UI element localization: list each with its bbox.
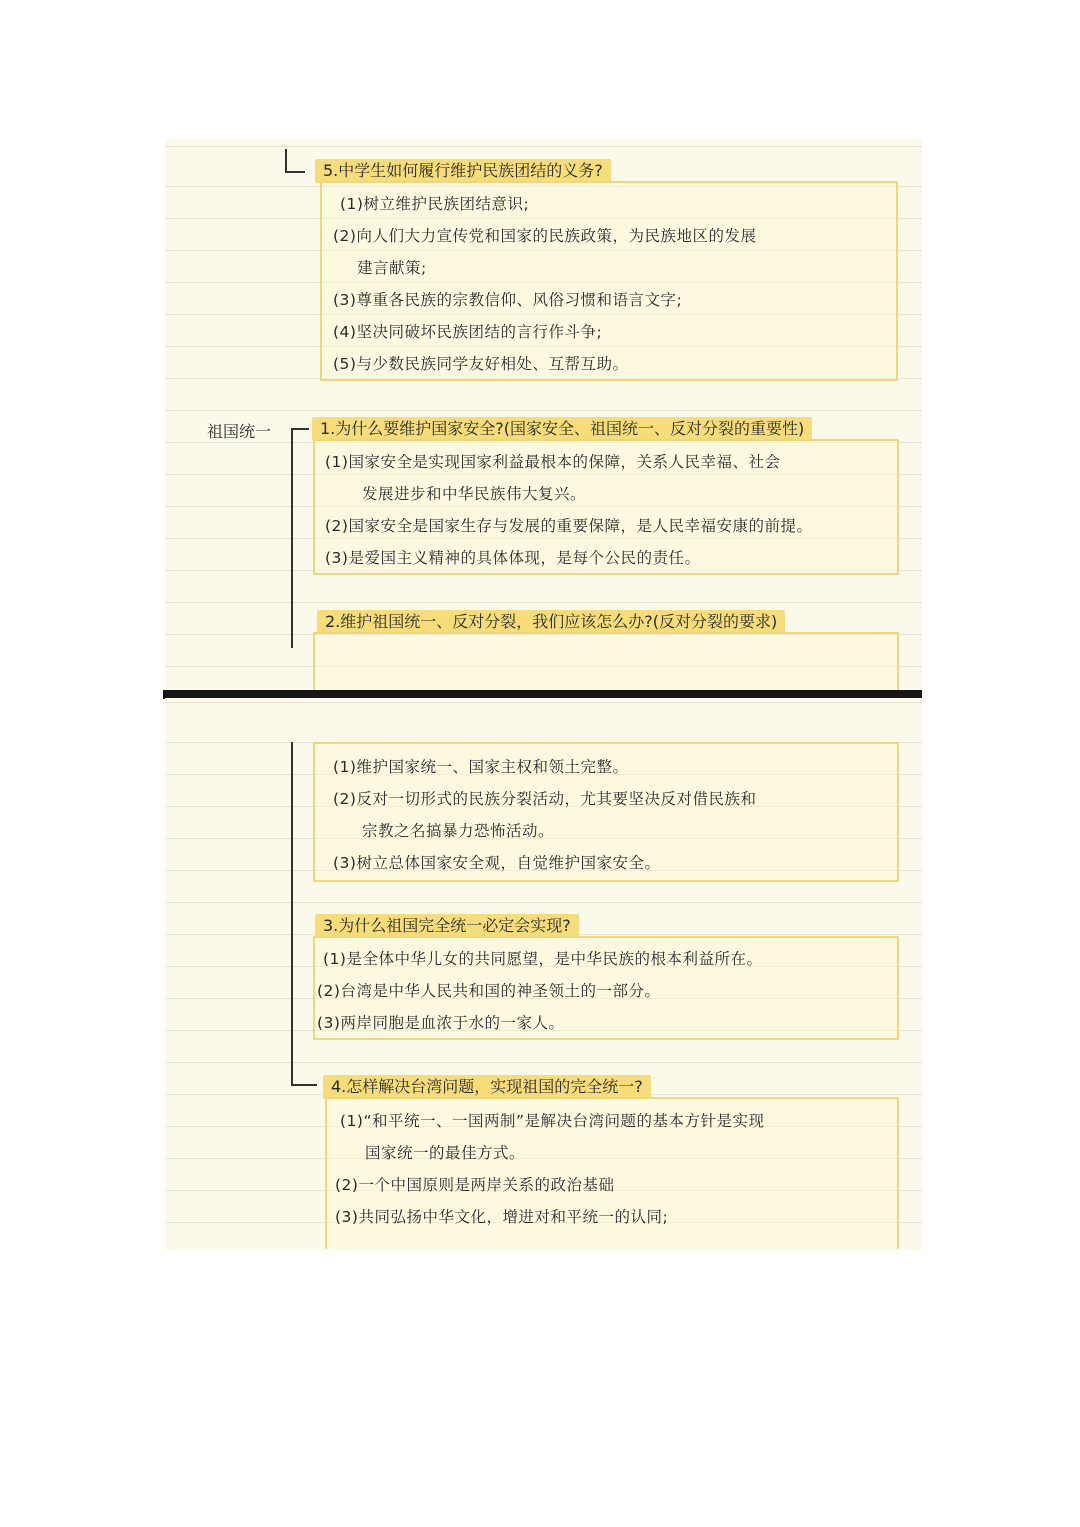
answer-line: (2)向人们大力宣传党和国家的民族政策，为民族地区的发展: [333, 227, 757, 245]
answer-line: (2)一个中国原则是两岸关系的政治基础: [335, 1176, 615, 1194]
section-label: 祖国统一: [207, 422, 272, 441]
answer-line: (1)“和平统一、一国两制”是解决台湾问题的基本方针是实现: [340, 1112, 765, 1130]
question-2-heading: 2.维护祖国统一、反对分裂，我们应该怎么办?(反对分裂的要求): [317, 610, 785, 634]
tree-connector: [291, 1084, 317, 1086]
tree-connector: [285, 171, 305, 173]
tree-connector: [291, 428, 293, 648]
answer-line: (1)维护国家统一、国家主权和领土完整。: [333, 758, 629, 776]
answer-line: (3)树立总体国家安全观，自觉维护国家安全。: [333, 854, 661, 872]
answer-line: 建言献策;: [357, 259, 427, 277]
answer-line: (1)国家安全是实现国家利益最根本的保障，关系人民幸福、社会: [325, 453, 781, 471]
answer-line: (5)与少数民族同学友好相处、互帮互助。: [333, 355, 629, 373]
answer-box-u2-top: [313, 632, 899, 694]
answer-line: 发展进步和中华民族伟大复兴。: [362, 485, 587, 503]
question-5-heading: 5.中学生如何履行维护民族团结的义务?: [315, 159, 611, 183]
answer-line: (2)反对一切形式的民族分裂活动，尤其要坚决反对借民族和: [333, 790, 757, 808]
notebook-page-1: [165, 139, 922, 691]
tree-connector: [285, 149, 287, 173]
question-4-heading: 4.怎样解决台湾问题，实现祖国的完全统一?: [323, 1075, 651, 1099]
question-1-heading: 1.为什么要维护国家安全?(国家安全、祖国统一、反对分裂的重要性): [312, 417, 812, 441]
answer-line: (2)台湾是中华人民共和国的神圣领土的一部分。: [317, 982, 661, 1000]
answer-line: (3)两岸同胞是血浓于水的一家人。: [317, 1014, 565, 1032]
answer-line: (3)是爱国主义精神的具体体现，是每个公民的责任。: [325, 549, 701, 567]
answer-line: (3)尊重各民族的宗教信仰、风俗习惯和语言文字;: [333, 291, 683, 309]
tree-connector: [291, 742, 293, 1086]
answer-line: (3)共同弘扬中华文化，增进对和平统一的认同;: [335, 1208, 669, 1226]
tree-connector: [291, 428, 309, 430]
answer-line: (1)树立维护民族团结意识;: [340, 195, 530, 213]
answer-line: 宗教之名搞暴力恐怖活动。: [362, 822, 555, 840]
notebook-page-2: [165, 698, 922, 1250]
answer-line: (1)是全体中华儿女的共同愿望，是中华民族的根本利益所在。: [323, 950, 763, 968]
answer-line: (4)坚决同破坏民族团结的言行作斗争;: [333, 323, 603, 341]
answer-line: 国家统一的最佳方式。: [365, 1144, 526, 1162]
answer-line: (2)国家安全是国家生存与发展的重要保障，是人民幸福安康的前提。: [325, 517, 813, 535]
question-3-heading: 3.为什么祖国完全统一必定会实现?: [315, 914, 579, 938]
